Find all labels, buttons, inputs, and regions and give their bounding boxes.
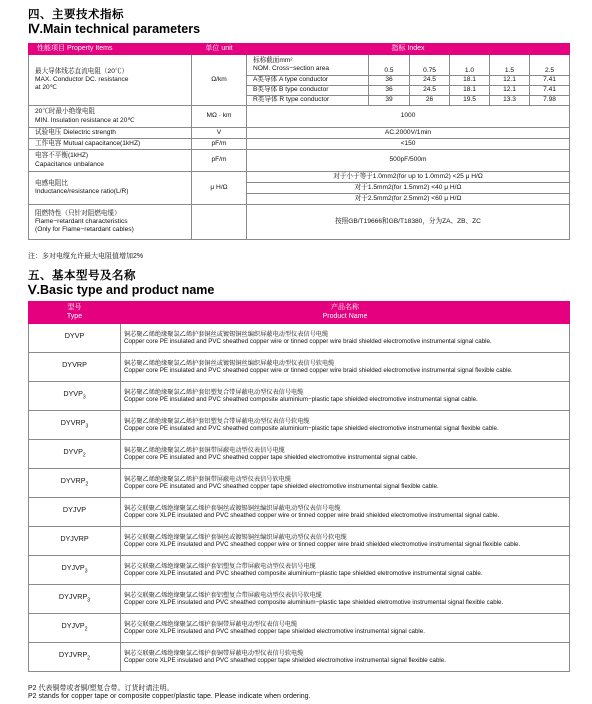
header-index: 指标 Index [247,44,570,55]
type-subscript: 2 [87,655,91,662]
unbalance-label-en: Capacitance unbalance [35,160,104,168]
conductor-dc-label-en2: at 20℃ [35,84,58,92]
insulation-unit: MΩ · km [192,106,247,128]
resistance-cell: 18.1 [450,76,490,86]
capacitance-value: <150 [247,139,570,150]
type-subscript: 2 [84,626,88,633]
header-unit: 单位 unit [192,44,247,55]
section4-title-en: Ⅳ.Main technical parameters [28,22,201,36]
table-row [29,440,570,469]
conductor-dc-label-en1: MAX. Conductor DC. resistance [35,75,129,83]
type-code: DYJVRP [58,650,88,660]
size-cell: 0.5 [369,55,410,76]
type-code: DYJVRP [60,534,89,544]
type-code: DYVP [63,447,83,457]
table-row [29,139,570,150]
product-name-cn: 铜芯交联聚乙烯绝缘聚氯乙烯护套铜带屏蔽电动型仪表信号软电缆 [124,649,304,657]
cross-section-label-en: NOM. Cross−section area [253,65,330,72]
product-name-cell [121,353,570,382]
lr-value: 对于小于等于1.0mm2(for up to 1.0mm2) <25 μ H/Ω [247,172,570,183]
table-header-row [29,44,570,55]
table-row [29,205,570,240]
resistance-cell: 39 [369,96,410,106]
product-name-en: Copper core PE insutated and PVC sheathed copper tape shielded electromotive instrumental signal flexible cable. [124,483,439,490]
type-cell [29,353,121,382]
type-subscript: 3 [85,423,89,430]
header-type-en: Type [66,312,83,320]
product-name-en: Copper core XLPE insulated and PVC sheathed copper wire or tinned copper wire braid shielded electromotive instrumental signal flexible cable. [124,541,521,548]
header-type [29,302,121,324]
type-cell [29,324,121,353]
resistance-cell: 36 [369,76,410,86]
type-cell [29,382,121,411]
conductor-dc-label-cn: 最大导体线芯直流电阻（20℃） [35,67,129,75]
type-code: DYVP [64,331,85,341]
type-cell [29,585,121,614]
footnote-cn: P2 代表铜带或者铜/塑复合带。订货时请注明。 [28,685,174,692]
type-code: DYVRP [60,476,86,486]
product-name-cell [121,498,570,527]
type-cell [29,556,121,585]
conductor-type-label: A类导体 A type conductor [247,76,369,86]
type-cell [29,411,121,440]
resistance-cell: 7.98 [530,96,570,106]
table-row [29,527,570,556]
section5-title-en: Ⅴ.Basic type and product name [28,283,215,297]
type-code: DYVRP [60,418,86,428]
type-subscript: 3 [84,568,88,575]
insulation-label-en: MIN. Insulation resistance at 20℃ [35,116,135,124]
flame-value: 按照GB/T19666和GB/T18380，分为ZA、ZB、ZC [247,205,570,240]
product-name-cell [121,440,570,469]
resistance-cell: 19.5 [450,96,490,106]
header-name-cn: 产品名称 [331,304,359,312]
conductor-type-label: R类导体 R type conductor [247,96,369,106]
product-name-cn: 铜芯交联聚乙烯绝缘聚氯乙烯护套铝塑复合带屏蔽电动型仪表信号软电缆 [124,591,322,599]
table-row [29,324,570,353]
table-row [29,172,570,183]
product-name-cn: 铜芯聚乙烯绝缘聚氯乙烯护套铜带屏蔽电动型仪表信号软电缆 [124,475,292,483]
product-name-en: Copper core PE insulated and PVC sheathed composite aluminium−plastic tape shielded electromotive instrumental signal flexible cable. [124,425,499,432]
type-code: DYJVRP [58,592,88,602]
unbalance-unit: pF/m [192,150,247,172]
product-name-cn: 铜芯交联聚乙烯绝缘聚氯乙烯护套铜丝或镀锡铜丝编织屏蔽电动型仪表信号电缆 [124,504,341,512]
header-property-items: 性能项目 Property Items [29,44,192,55]
product-name-cell [121,324,570,353]
conductor-type-label: B类导体 B type conductor [247,86,369,96]
resistance-cell: 26 [410,96,450,106]
type-subscript: 2 [82,452,86,459]
type-cell [29,440,121,469]
product-name-cell [121,556,570,585]
table-row [29,556,570,585]
table-row [29,498,570,527]
unbalance-value: 500pF/500m [247,150,570,172]
flame-unit [192,205,247,240]
table-row [29,106,570,128]
flame-label-en1: Flame−retardant characteristics [35,217,128,225]
section4-note: 注：多对电缆允许最大电阻值增加2% [28,253,144,260]
product-name-cn: 铜芯聚乙烯绝缘聚氯乙烯护套铝塑复合带屏蔽电动型仪表信号电缆 [124,388,304,396]
lr-label-cn: 电感电阻比 [35,179,68,187]
section4-title-cn: 四、主要技术指标 [28,7,124,21]
table-row [29,382,570,411]
product-name-en: Copper core PE insulated and PVC sheathed copper tape shielded electromotive instrumental signal cable. [124,454,418,461]
header-product-name [121,302,570,324]
product-name-en: Copper core PE insulated and PVC sheathed composite aluminium−plastic tape shielded electromotive instrumental signal cable. [124,396,478,403]
size-cell: 1.0 [450,55,490,76]
product-name-cn: 铜芯聚乙烯绝缘聚氯乙烯护套铜丝或镀锡铜丝编织屏蔽电动型仪表信号软电缆 [124,359,335,367]
type-code: DYVP [63,389,83,399]
type-code: DYVRP [62,360,87,370]
table-row [29,469,570,498]
product-name-en: Copper core XLPE insutated and PVC sheathed composite aluminium−plastic tape shielded eletromotive instrumental signal cable. [124,570,483,577]
product-name-cn: 铜芯交联聚乙烯绝缘聚氯乙烯护套铜丝或镀锡铜丝编织屏蔽电动型仪表信号软电缆 [124,533,347,541]
lr-label [29,172,192,205]
resistance-cell: 12.1 [490,86,530,96]
table-row [29,55,570,76]
type-cell [29,643,121,672]
technical-parameters-table [28,43,570,240]
type-cell [29,614,121,643]
product-name-en: Copper core XLPE insulated and PVC sheathed copper tape shielded electromotive instrumental signal flexible cable. [124,657,446,664]
product-name-en: Copper core PE insulated and PVC sheathed copper wire or tinned copper wire braid shielded electromotive instrumental signal cable. [124,338,492,345]
lr-value: 对于2.5mm2(for 2.5mm2) <60 μ H/Ω [247,194,570,205]
product-name-cell [121,585,570,614]
product-name-cell [121,469,570,498]
table-row [29,353,570,382]
size-cell: 2.5 [530,55,570,76]
product-name-en: Copper core PE insulated and PVC sheathed copper wire or tinned copper wire braid shielded electromotive instrumental signal flexible cable. [124,367,513,374]
resistance-cell: 7.41 [530,76,570,86]
dielectric-label: 试验电压 Dielectric strength [29,128,192,139]
product-name-en: Copper core XLPE insulated and PVC sheathed composite aluminium−plastic tape shielded eletromotive instrumental signal flexible cable. [124,599,504,606]
unbalance-label [29,150,192,172]
resistance-cell: 24.5 [410,76,450,86]
section5-title-cn: 五、基本型号及名称 [28,268,136,282]
resistance-cell: 24.5 [410,86,450,96]
product-name-cn: 铜芯交联聚乙烯绝缘聚氯乙烯护套铝塑复合带屏蔽电动型仪表信号电缆 [124,562,316,570]
product-name-cell [121,382,570,411]
type-subscript: 2 [85,481,89,488]
type-subscript: 3 [82,394,86,401]
cross-section-label-cn: 标称截面mm² [253,56,293,64]
flame-label-en2: (Only for Flame−retardant cables) [35,226,134,234]
table-row [29,411,570,440]
product-name-cn: 铜芯聚乙烯绝缘聚氯乙烯护套铜丝或镀锡铜丝编织屏蔽电动型仪表信号电缆 [124,330,329,338]
table-header-row [29,302,570,324]
lr-label-en: Inductance/resistance ratio(L/R) [35,188,129,195]
product-name-cn: 铜芯聚乙烯绝缘聚氯乙烯护套铜带屏蔽电动型仪表信号电缆 [124,446,285,454]
type-cell [29,469,121,498]
resistance-cell: 36 [369,86,410,96]
header-name-en: Product Name [322,312,368,320]
type-subscript: 3 [87,597,91,604]
type-code: DYJVP [61,563,85,573]
resistance-cell: 13.3 [490,96,530,106]
cross-section-label [247,55,369,76]
product-rows [29,324,570,672]
conductor-dc-unit: Ω/km [192,55,247,106]
product-name-cn: 铜芯聚乙烯绝缘聚氯乙烯护套铝塑复合带屏蔽电动型仪表信号软电缆 [124,417,310,425]
capacitance-label: 工作电容 Mutual capacitance(1kHZ) [29,139,192,150]
product-name-en: Copper core XLPE insulated and PVC sheathed copper wire or tinned copper wire braid shielded electromotive instrumental signal cable. [124,512,500,519]
product-type-table [28,301,570,672]
product-name-cell [121,614,570,643]
type-cell [29,527,121,556]
size-cell: 0.75 [410,55,450,76]
product-name-en: Copper core XLPE insulated and PVC sheathed copper tape shielded electromotive instrumental signal cable. [124,628,425,635]
resistance-cell: 7.41 [530,86,570,96]
header-type-cn: 型号 [67,304,82,312]
product-name-cell [121,527,570,556]
flame-label [29,205,192,240]
type-cell [29,498,121,527]
footnote-en: P2 stands for copper tape or composite copper/plastic tape. Please indicate when ordering. [28,693,311,700]
product-name-cell [121,411,570,440]
table-row [29,128,570,139]
insulation-value: 1000 [247,106,570,128]
resistance-cell: 18.1 [450,86,490,96]
type-code: DYJVP [61,621,85,631]
product-name-cn: 铜芯交联聚乙烯绝缘聚氯乙烯护套铜带屏蔽电动型仪表信号电缆 [124,620,298,628]
size-cell: 1.5 [490,55,530,76]
conductor-dc-label [29,55,192,106]
dielectric-value: AC.2000V/1min [247,128,570,139]
resistance-cell: 12.1 [490,76,530,86]
lr-unit: μ H/Ω [192,172,247,205]
table-row [29,585,570,614]
insulation-label [29,106,192,128]
unbalance-label-cn: 电容不平衡(1kHZ) [35,152,89,160]
dielectric-unit: V [192,128,247,139]
type-code: DYJVP [62,505,87,515]
lr-value: 对于1.5mm2(for 1.5mm2) <40 μ H/Ω [247,183,570,194]
table-row [29,150,570,172]
table-row [29,614,570,643]
capacitance-unit: pF/m [192,139,247,150]
insulation-label-cn: 20℃时最小绝缘电阻 [35,108,96,116]
product-name-cell [121,643,570,672]
table-row [29,643,570,672]
flame-label-cn: 阻燃特性（只针对阻燃电缆） [35,209,121,217]
